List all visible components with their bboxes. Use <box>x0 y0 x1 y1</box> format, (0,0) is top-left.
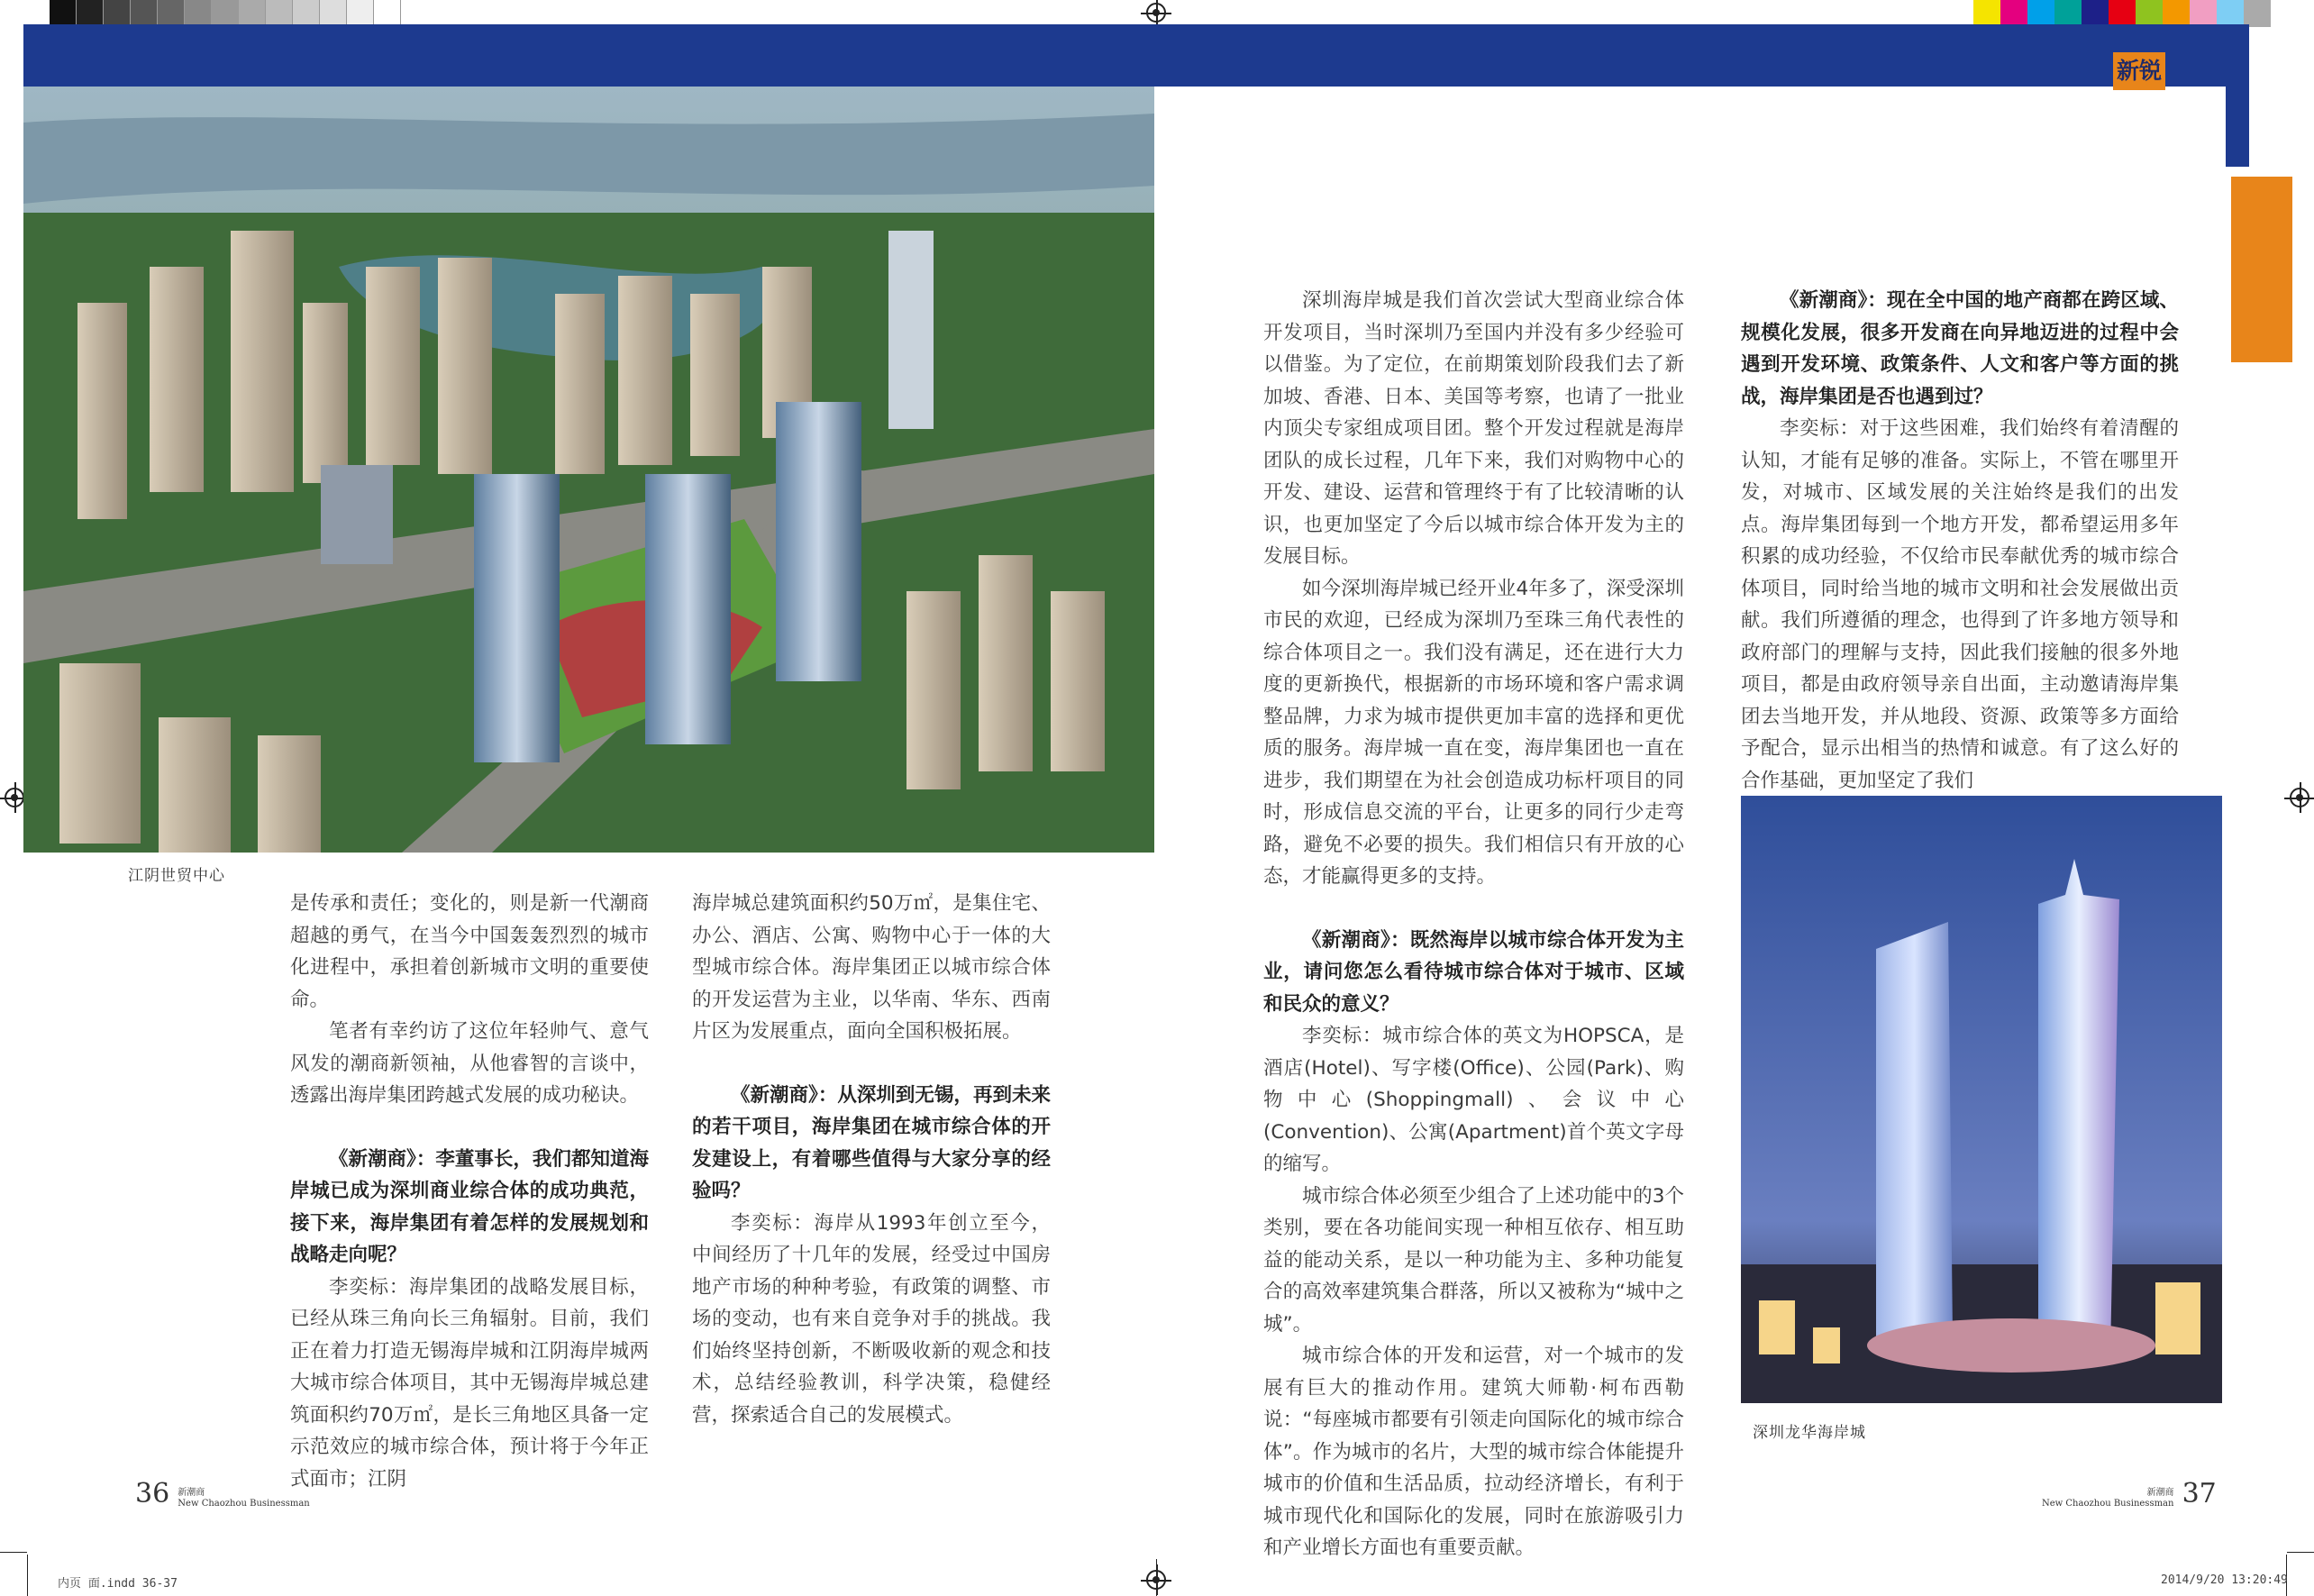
magazine-cn-right: 新潮商 <box>2146 1487 2174 1498</box>
magazine-en-left: New Chaozhou Businessman <box>178 1498 310 1509</box>
grayscale-calibration-strip <box>50 0 401 27</box>
header-band-right-edge <box>2226 24 2249 167</box>
magazine-cn-left: 新潮商 <box>178 1487 205 1498</box>
text-column-3 <box>1263 285 1684 1564</box>
interview-question: 《新潮商》：既然海岸以城市综合体开发为主业，请问您怎么看待城市综合体对于城市、区域和民众的意义？ <box>1263 928 1684 1016</box>
paragraph: 是传承和责任；变化的，则是新一代潮商超越的勇气，在当今中国轰轰烈烈的城市化进程中，承担着创新城市文明的重要使命。 <box>290 892 649 1011</box>
interview-question: 《新潮商》：从深圳到无锡，再到未来的若干项目，海岸集团在城市综合体的开发建设上，有着哪些值得与大家分享的经验吗？ <box>692 1083 1051 1202</box>
crop-mark <box>1156 1559 1157 1596</box>
interview-answer: 城市综合体必须至少组合了上述功能中的3个类别，要在各功能间实现一种相互依存、相互助益的能动关系，是以一种功能为主、多种功能复合的高效率建筑集合群落，所以又被称为“城中之城”。 <box>1263 1184 1684 1336</box>
registration-mark-right <box>2290 788 2309 807</box>
paragraph: 海岸城总建筑面积约50万㎡，是集住宅、办公、酒店、公寓、购物中心于一体的大型城市综合体。海岸集团正以城市综合体的开发运营为主业，以华南、华东、西南片区为发展重点，面向全国积极拓展。 <box>692 892 1051 1043</box>
header-band <box>23 24 2249 87</box>
paragraph: 深圳海岸城是我们首次尝试大型商业综合体开发项目，当时深圳乃至国内并没有多少经验可以借鉴。为了定位，在前期策划阶段我们去了新加坡、香港、日本、美国等考察，也请了一批业内顶尖专家组成项目团。整个开发过程就是海岸团队的成长过程，几年下来，我们对购物中心的开发、建设、运营和管理终于有了比较清晰的认识，也更加坚定了今后以城市综合体开发为主的发展目标。 <box>1263 289 1684 568</box>
interview-answer: 李奕标：对于这些困难，我们始终有着清醒的认知，才能有足够的准备。实际上，不管在哪里开发，对城市、区域发展的关注始终是我们的出发点。海岸集团每到一个地方开发，都希望运用多年积累的成功经验，不仅给市民奉献优秀的城市综合体项目，同时给当地的城市文明和社会发展做出贡献。我们所遵循的理念，也得到了许多地方领导和政府部门的理解与支持，因此我们接触的很多外地项目，都是由政府领导亲自出面，主动邀请海岸集团去当地开发，并从地段、资源、政策等多方面给予配合，显示出相当的热情和诚意。有了这么好的合作基础，更加坚定了我们 <box>1741 417 2179 792</box>
crop-mark <box>0 1552 27 1553</box>
color-calibration-strip <box>1973 0 2271 27</box>
paragraph: 笔者有幸约访了这位年轻帅气、意气风发的潮商新领袖，从他睿智的言谈中，透露出海岸集团跨越式发展的成功秘诀。 <box>290 1020 649 1107</box>
slug-filename: 内页 面.indd 36-37 <box>58 1577 178 1591</box>
text-column-2 <box>692 888 1051 1431</box>
interview-answer: 李奕标：城市综合体的英文为HOPSCA，是酒店(Hotel)、写字楼(Office)、公园(Park)、购物中心(Shoppingmall)、会议中心(Convention)、公寓(Apartment)首个英文字母的缩写。 <box>1263 1025 1684 1175</box>
interview-answer: 城市综合体的开发和运营，对一个城市的发展有巨大的推动作用。建筑大师勒·柯布西勒说：“每座城市都要有引领走向国际化的城市综合体”。作为城市的名片，大型的城市综合体能提升城市的价值和生活品质，拉动经济增长，有利于城市现代化和国际化的发展，同时在旅游吸引力和产业增长方面也有重要贡献。 <box>1263 1345 1684 1559</box>
left-folio <box>135 1478 310 1509</box>
magazine-name-right <box>2042 1488 2173 1509</box>
registration-mark-top <box>1146 3 1166 23</box>
magazine-name-left <box>178 1488 309 1509</box>
text-column-1 <box>290 888 649 1495</box>
right-folio <box>2038 1478 2217 1509</box>
text-column-4 <box>1741 285 2179 797</box>
aerial-rendering-photo <box>23 87 1154 853</box>
left-photo-caption: 江阴世贸中心 <box>128 867 225 885</box>
interview-question: 《新潮商》：现在全中国的地产商都在跨区域、规模化发展，很多开发商在向异地迈进的过程中会遇到开发环境、政策条件、人文和客户等方面的挑战，海岸集团是否也遇到过？ <box>1741 289 2179 408</box>
interview-answer: 李奕标：海岸从1993年创立至今，中间经历了十几年的发展，经受过中国房地产市场的种种考验，有政策的调整、市场的变动，也有来自竞争对手的挑战。我们始终坚持创新，不断吸收新的观念和技术，总结经验教训，科学决策，稳健经营，探索适合自己的发展模式。 <box>692 1211 1051 1427</box>
section-tab: 新锐 <box>2113 52 2165 90</box>
crop-mark <box>27 1555 28 1596</box>
right-photo-caption: 深圳龙华海岸城 <box>1753 1424 1866 1442</box>
interview-answer: 李奕标：海岸集团的战略发展目标，已经从珠三角向长三角辐射。目前，我们正在着力打造无锡海岸城和江阴海岸城两大城市综合体项目，其中无锡海岸城总建筑面积约70万㎡，是长三角地区具备一定示范效应的城市综合体，预计将于今年正式面市；江阴 <box>290 1275 649 1491</box>
paragraph: 如今深圳海岸城已经开业4年多了，深受深圳市民的欢迎，已经成为深圳乃至珠三角代表性的综合体项目之一。我们没有满足，还在进行大力度的更新换代，根据新的市场环境和客户需求调整品牌，力求为城市提供更加丰富的选择和更优质的服务。海岸城一直在变，海岸集团也一直在进步，我们期望在为社会创造成功标杆项目的同时，形成信息交流的平台，让更多的同行少走弯路，避免不必要的损失。我们相信只有开放的心态，才能赢得更多的支持。 <box>1263 577 1684 888</box>
magazine-en-right: New Chaozhou Businessman <box>2042 1498 2174 1509</box>
orange-side-bar <box>2231 177 2292 362</box>
interview-question: 《新潮商》：李董事长，我们都知道海岸城已成为深圳商业综合体的成功典范，接下来，海岸集团有着怎样的发展规划和战略走向呢？ <box>290 1147 649 1266</box>
slug-timestamp: 2014/9/20 13:20:49 <box>2161 1573 2288 1587</box>
crop-mark <box>2287 1552 2314 1553</box>
page-number-left: 36 <box>135 1478 170 1509</box>
registration-mark-left <box>5 788 24 807</box>
page-number-right: 37 <box>2182 1478 2217 1509</box>
tower-night-photo <box>1741 796 2222 1403</box>
